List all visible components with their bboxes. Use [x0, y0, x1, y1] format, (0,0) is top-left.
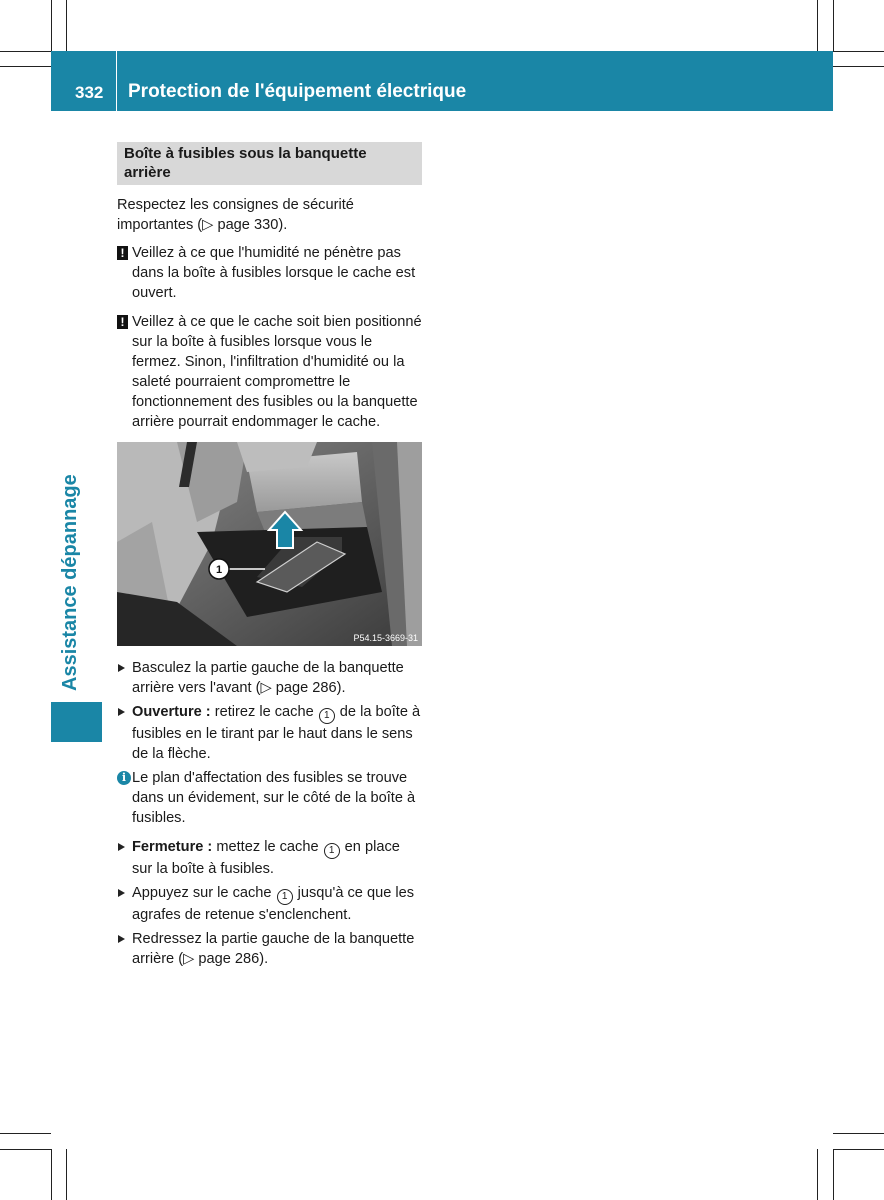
step-item — [117, 837, 422, 879]
page-reference-link[interactable]: ▷ page 286 — [260, 680, 337, 696]
intro-text: Respectez les consignes de sécurité importantes ( — [117, 197, 354, 233]
crop-mark — [833, 1149, 884, 1150]
warning-note — [117, 243, 422, 303]
figure-code: P54.15-3669-31 — [353, 633, 418, 643]
warning-text: Veillez à ce que l'humidité ne pénètre pas dans la boîte à fusibles lorsque le cache est ouvert. — [132, 245, 416, 301]
info-text: Le plan d'affectation des fusibles se trouve dans un évidement, sur le côté de la boîte à fusibles. — [132, 770, 416, 826]
crop-mark — [817, 0, 818, 51]
side-tab-label: Assistance dépannage — [59, 474, 81, 691]
step-text-end: de la boîte à fusibles en le tirant par le haut dans le sens de la flèche. — [132, 704, 421, 762]
step-text-end: ). — [336, 680, 346, 696]
crop-mark — [51, 0, 52, 51]
crop-mark — [66, 1149, 67, 1200]
step-arrow-icon — [118, 664, 125, 672]
header-separator — [116, 51, 117, 111]
step-text: retirez le cache — [210, 704, 318, 720]
step-item — [117, 702, 422, 764]
callout-reference: 1 — [277, 889, 293, 905]
step-text: mettez le cache — [212, 839, 323, 855]
page-number: 332 — [75, 83, 104, 102]
page-reference-link[interactable]: ▷ page 330 — [202, 217, 279, 233]
info-icon: i — [117, 771, 131, 785]
info-note — [117, 768, 422, 828]
crop-mark — [833, 0, 834, 51]
step-item — [117, 929, 422, 969]
crop-mark — [66, 0, 67, 51]
side-tab-marker — [51, 702, 102, 742]
warning-note — [117, 312, 422, 432]
warning-text: Veillez à ce que le cache soit bien positionné sur la boîte à fusibles lorsque vous le fermez. Sinon, l'infiltration d'humidité ou la saleté pourraient compromettre le fonctionnement des fusibles ou la banquette arrière pourrait endommager le cache. — [132, 314, 422, 430]
crop-mark — [0, 1133, 51, 1134]
step-label: Fermeture : — [132, 839, 213, 855]
step-text: Redressez la partie gauche de la banquette arrière ( — [132, 931, 415, 967]
step-label: Ouverture : — [132, 704, 211, 720]
crop-mark — [833, 66, 884, 67]
crop-mark — [0, 66, 51, 67]
step-text-end: jusqu'à ce que les agrafes de retenue s'enclenchent. — [132, 885, 415, 923]
callout-reference: 1 — [319, 708, 335, 724]
fuse-box-illustration — [117, 442, 422, 646]
intro-text-end: ). — [278, 217, 288, 233]
step-arrow-icon — [118, 843, 125, 851]
warning-icon: ! — [117, 246, 128, 260]
warning-icon: ! — [117, 315, 128, 329]
intro-paragraph — [117, 195, 422, 235]
fuse-box-photo — [117, 442, 422, 646]
crop-mark — [817, 1149, 818, 1200]
callout-number: 1 — [215, 564, 223, 576]
crop-mark — [833, 1133, 884, 1134]
crop-mark — [51, 1149, 52, 1200]
crop-mark — [833, 1149, 834, 1200]
callout-reference: 1 — [324, 843, 340, 859]
chapter-title: Protection de l'équipement électrique — [128, 81, 467, 102]
step-text: Appuyez sur le cache — [132, 885, 276, 901]
page-header — [51, 51, 833, 111]
content-column — [117, 142, 422, 973]
page-reference-link[interactable]: ▷ page 286 — [183, 951, 260, 967]
crop-mark — [0, 1149, 51, 1150]
step-text-end: en place sur la boîte à fusibles. — [132, 839, 400, 877]
step-item — [117, 658, 422, 698]
step-arrow-icon — [118, 935, 125, 943]
crop-mark — [833, 51, 884, 52]
step-item — [117, 883, 422, 925]
step-arrow-icon — [118, 708, 125, 716]
step-arrow-icon — [118, 889, 125, 897]
crop-mark — [0, 51, 51, 52]
step-text: Basculez la partie gauche de la banquette arrière vers l'avant ( — [132, 660, 404, 696]
section-heading: Boîte à fusibles sous la banquette arrière — [117, 142, 422, 185]
step-text-end: ). — [259, 951, 269, 967]
